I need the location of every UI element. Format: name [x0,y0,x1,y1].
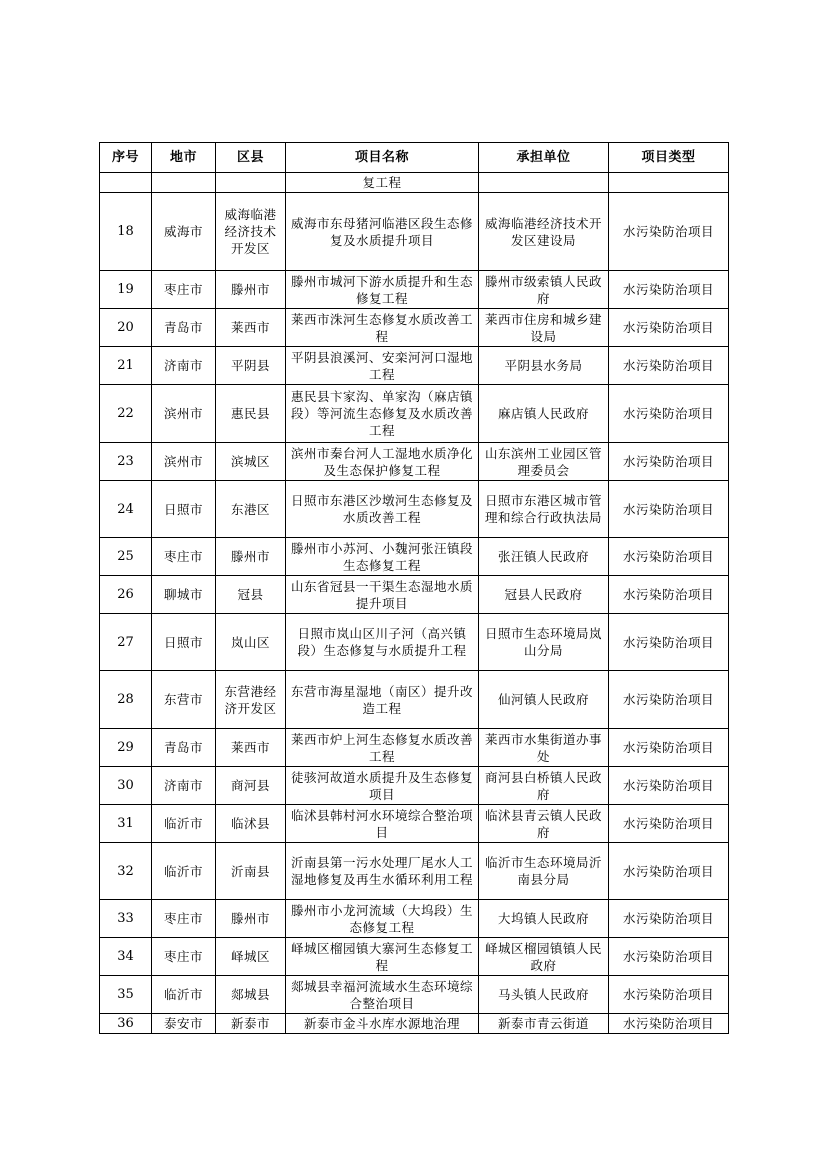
header-no: 序号 [100,143,152,173]
cell-no: 34 [100,938,152,976]
cell-county: 莱西市 [216,309,286,347]
cell-city [152,173,216,193]
cell-type: 水污染防治项目 [609,385,729,443]
cell-project-name: 莱西市洙河生态修复水质改善工程 [286,309,479,347]
cell-unit: 平阴县水务局 [479,347,609,385]
cell-county: 新泰市 [216,1014,286,1034]
cell-county: 滕州市 [216,900,286,938]
cell-no: 25 [100,538,152,576]
cell-city: 济南市 [152,347,216,385]
cell-unit: 日照市东港区城市管理和综合行政执法局 [479,481,609,538]
cell-city: 枣庄市 [152,900,216,938]
cell-no: 33 [100,900,152,938]
cell-unit: 日照市生态环境局岚山分局 [479,614,609,671]
header-row [100,143,729,173]
cell-project-name: 平阴县浪溪河、安栾河河口湿地工程 [286,347,479,385]
cell-project-name: 莱西市炉上河生态修复水质改善工程 [286,729,479,767]
continuation-row [100,173,729,193]
cell-type: 水污染防治项目 [609,347,729,385]
cell-project-name: 威海市东母猪河临港区段生态修复及水质提升项目 [286,193,479,271]
table-row [100,385,729,443]
cell-county: 惠民县 [216,385,286,443]
cell-city: 滨州市 [152,443,216,481]
cell-city: 聊城市 [152,576,216,614]
cell-project-name: 徒骇河故道水质提升及生态修复项目 [286,767,479,805]
cell-unit: 冠县人民政府 [479,576,609,614]
cell-project-name: 山东省冠县一干渠生态湿地水质提升项目 [286,576,479,614]
cell-project-name: 新泰市金斗水库水源地治理 [286,1014,479,1034]
cell-type: 水污染防治项目 [609,729,729,767]
table-row [100,976,729,1014]
cell-city: 青岛市 [152,309,216,347]
cell-city: 济南市 [152,767,216,805]
cell-project-name: 滨州市秦台河人工湿地水质净化及生态保护修复工程 [286,443,479,481]
cell-type: 水污染防治项目 [609,900,729,938]
header-city: 地市 [152,143,216,173]
table-row [100,1014,729,1034]
cell-type: 水污染防治项目 [609,805,729,843]
cell-project-name: 东营市海星湿地（南区）提升改造工程 [286,671,479,729]
cell-project-name: 日照市东港区沙墩河生态修复及水质改善工程 [286,481,479,538]
cell-type: 水污染防治项目 [609,1014,729,1034]
cell-unit: 临沭县青云镇人民政府 [479,805,609,843]
cell-county: 滕州市 [216,271,286,309]
cell-type: 水污染防治项目 [609,614,729,671]
table-row [100,481,729,538]
cell-type: 水污染防治项目 [609,976,729,1014]
cell-no: 20 [100,309,152,347]
cell-city: 日照市 [152,614,216,671]
table-row [100,538,729,576]
cell-project-name: 惠民县卞家沟、单家沟（麻店镇段）等河流生态修复及水质改善工程 [286,385,479,443]
table-row [100,309,729,347]
cell-no: 18 [100,193,152,271]
cell-unit: 莱西市住房和城乡建设局 [479,309,609,347]
cell-unit: 莱西市水集街道办事处 [479,729,609,767]
cell-type: 水污染防治项目 [609,576,729,614]
cell-no: 22 [100,385,152,443]
cell-unit: 山东滨州工业园区管理委员会 [479,443,609,481]
cell-city: 临沂市 [152,805,216,843]
table-row [100,900,729,938]
cell-type: 水污染防治项目 [609,671,729,729]
cell-type [609,173,729,193]
table-row [100,614,729,671]
cell-unit: 张汪镇人民政府 [479,538,609,576]
header-unit: 承担单位 [479,143,609,173]
cell-county: 滕州市 [216,538,286,576]
cell-county [216,173,286,193]
cell-county: 冠县 [216,576,286,614]
cell-no [100,173,152,193]
table-row [100,843,729,900]
cell-project-name: 滕州市小苏河、小魏河张汪镇段生态修复工程 [286,538,479,576]
cell-city: 威海市 [152,193,216,271]
cell-project-name: 滕州市小龙河流域（大坞段）生态修复工程 [286,900,479,938]
cell-type: 水污染防治项目 [609,938,729,976]
cell-no: 36 [100,1014,152,1034]
table-row [100,443,729,481]
project-table [99,142,729,1034]
cell-no: 19 [100,271,152,309]
cell-project-name: 复工程 [286,173,479,193]
cell-no: 21 [100,347,152,385]
cell-unit [479,173,609,193]
cell-unit: 临沂市生态环境局沂南县分局 [479,843,609,900]
cell-no: 23 [100,443,152,481]
cell-type: 水污染防治项目 [609,193,729,271]
cell-type: 水污染防治项目 [609,271,729,309]
cell-city: 青岛市 [152,729,216,767]
cell-project-name: 临沭县韩村河水环境综合整治项目 [286,805,479,843]
cell-city: 滨州市 [152,385,216,443]
cell-project-name: 滕州市城河下游水质提升和生态修复工程 [286,271,479,309]
header-county: 区县 [216,143,286,173]
cell-city: 泰安市 [152,1014,216,1034]
cell-county: 商河县 [216,767,286,805]
cell-unit: 峄城区榴园镇镇人民政府 [479,938,609,976]
cell-project-name: 沂南县第一污水处理厂尾水人工湿地修复及再生水循环利用工程 [286,843,479,900]
cell-city: 临沂市 [152,976,216,1014]
table-row [100,729,729,767]
cell-project-name: 日照市岚山区川子河（高兴镇段）生态修复与水质提升工程 [286,614,479,671]
cell-city: 东营市 [152,671,216,729]
table-row [100,805,729,843]
cell-unit: 大坞镇人民政府 [479,900,609,938]
table-row [100,347,729,385]
cell-unit: 商河县白桥镇人民政府 [479,767,609,805]
cell-no: 27 [100,614,152,671]
cell-county: 郯城县 [216,976,286,1014]
cell-county: 威海临港经济技术开发区 [216,193,286,271]
table-row [100,767,729,805]
header-type: 项目类型 [609,143,729,173]
cell-no: 32 [100,843,152,900]
cell-city: 临沂市 [152,843,216,900]
cell-no: 26 [100,576,152,614]
table-row [100,938,729,976]
cell-city: 日照市 [152,481,216,538]
cell-unit: 威海临港经济技术开发区建设局 [479,193,609,271]
cell-county: 东营港经济开发区 [216,671,286,729]
cell-project-name: 峄城区榴园镇大寨河生态修复工程 [286,938,479,976]
table-row [100,271,729,309]
cell-no: 30 [100,767,152,805]
cell-county: 东港区 [216,481,286,538]
cell-county: 平阴县 [216,347,286,385]
cell-type: 水污染防治项目 [609,443,729,481]
table-row [100,193,729,271]
cell-county: 峄城区 [216,938,286,976]
cell-city: 枣庄市 [152,938,216,976]
cell-unit: 仙河镇人民政府 [479,671,609,729]
cell-county: 滨城区 [216,443,286,481]
cell-no: 31 [100,805,152,843]
cell-city: 枣庄市 [152,538,216,576]
cell-unit: 麻店镇人民政府 [479,385,609,443]
table-row [100,576,729,614]
cell-county: 沂南县 [216,843,286,900]
cell-county: 岚山区 [216,614,286,671]
cell-no: 35 [100,976,152,1014]
cell-project-name: 郯城县幸福河流域水生态环境综合整治项目 [286,976,479,1014]
cell-unit: 滕州市级索镇人民政府 [479,271,609,309]
cell-type: 水污染防治项目 [609,309,729,347]
cell-county: 临沭县 [216,805,286,843]
cell-type: 水污染防治项目 [609,843,729,900]
cell-no: 24 [100,481,152,538]
cell-county: 莱西市 [216,729,286,767]
cell-no: 28 [100,671,152,729]
cell-city: 枣庄市 [152,271,216,309]
header-project-name: 项目名称 [286,143,479,173]
cell-unit: 新泰市青云街道 [479,1014,609,1034]
cell-type: 水污染防治项目 [609,767,729,805]
cell-type: 水污染防治项目 [609,481,729,538]
cell-type: 水污染防治项目 [609,538,729,576]
cell-no: 29 [100,729,152,767]
cell-unit: 马头镇人民政府 [479,976,609,1014]
table-row [100,671,729,729]
